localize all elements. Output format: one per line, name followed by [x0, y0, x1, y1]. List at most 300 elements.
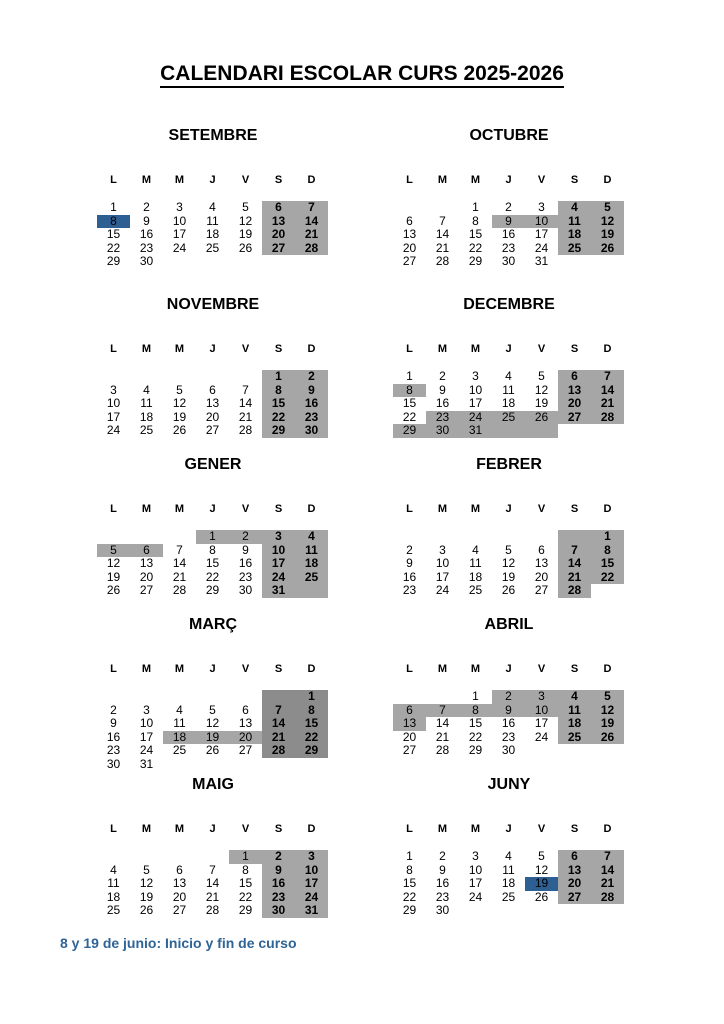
- day-cell: 15: [591, 557, 624, 571]
- day-cell: 12: [139, 876, 154, 891]
- day-cell: 22: [591, 571, 624, 585]
- day-cell: 4: [558, 690, 591, 704]
- weekday-header: L: [110, 663, 117, 675]
- weekday-header: D: [603, 174, 612, 186]
- day-cell: 2: [229, 530, 262, 544]
- day-cell: 13: [139, 556, 154, 571]
- weekday-header: V: [241, 503, 250, 515]
- day-cell: 28: [558, 584, 591, 598]
- day-cell: 8: [406, 862, 413, 877]
- day-cell: 6: [393, 704, 426, 718]
- day-cell: 7: [209, 862, 216, 877]
- weekday-header: J: [209, 174, 216, 186]
- day-cell: 2: [492, 690, 525, 704]
- day-cell: 31: [139, 757, 154, 771]
- day-cell: 11: [558, 704, 591, 718]
- day-cell: [229, 690, 262, 704]
- day-cell: 15: [295, 717, 328, 731]
- day-cell: 1: [229, 850, 262, 864]
- day-cell: 13: [205, 396, 220, 411]
- day-cell: 5: [505, 542, 512, 557]
- day-cell: 30: [262, 904, 295, 918]
- month-name: DECEMBRE: [463, 296, 555, 313]
- day-cell: [525, 530, 558, 544]
- weekday-header: M: [174, 503, 185, 515]
- day-cell: 8: [262, 384, 295, 398]
- day-cell: [295, 584, 328, 598]
- day-cell: 18: [205, 227, 220, 242]
- weekday-header: V: [537, 663, 546, 675]
- weekday-header: D: [307, 503, 316, 515]
- day-cell: 22: [238, 889, 253, 904]
- day-cell: 8: [209, 542, 216, 557]
- day-cell: 2: [143, 200, 150, 214]
- weekday-header: S: [570, 503, 579, 515]
- weekday-header: L: [406, 823, 413, 835]
- day-cell: 18: [468, 569, 483, 584]
- month-block: [393, 775, 625, 918]
- day-cell: 17: [262, 557, 295, 571]
- day-cell: 29: [402, 903, 417, 918]
- day-cell: 26: [139, 903, 154, 918]
- day-cell: 25: [139, 423, 154, 438]
- day-cell: 31: [295, 904, 328, 918]
- day-cell: 23: [435, 889, 450, 904]
- day-cell: [558, 530, 591, 544]
- day-cell: 26: [205, 743, 220, 758]
- day-cell: 3: [295, 850, 328, 864]
- weekday-header: V: [537, 503, 546, 515]
- day-cell: 9: [242, 542, 249, 557]
- day-cell: 10: [468, 862, 483, 877]
- day-cell: 15: [402, 396, 417, 411]
- day-cell: 9: [406, 556, 413, 571]
- day-cell: [163, 850, 196, 864]
- weekday-header: M: [141, 174, 152, 186]
- day-cell: 20: [205, 409, 220, 424]
- day-cell: 10: [435, 556, 450, 571]
- day-cell: [262, 690, 295, 704]
- day-cell: 20: [139, 569, 154, 584]
- day-cell: 25: [106, 903, 121, 918]
- month-block: [393, 455, 625, 598]
- day-cell: 16: [402, 569, 417, 584]
- day-cell: 14: [295, 215, 328, 229]
- day-cell: 6: [406, 213, 413, 228]
- weekday-header: J: [505, 174, 512, 186]
- day-cell: 25: [501, 889, 516, 904]
- weekday-header: D: [307, 823, 316, 835]
- day-cell: 25: [295, 571, 328, 585]
- day-cell: 28: [435, 254, 450, 269]
- weekday-header: L: [406, 663, 413, 675]
- day-cell: [492, 530, 525, 544]
- day-cell: 14: [435, 227, 450, 242]
- footnote: 8 y 19 de junio: Inicio y fin de curso: [60, 935, 297, 951]
- day-cell: 27: [558, 891, 591, 905]
- day-cell: 13: [393, 717, 426, 731]
- day-cell: 24: [139, 743, 154, 758]
- day-cell: [97, 690, 130, 704]
- day-cell: 30: [501, 743, 516, 758]
- day-cell: 19: [106, 569, 121, 584]
- day-cell: 28: [591, 891, 624, 905]
- day-cell: 11: [140, 396, 153, 411]
- day-cell: 11: [502, 382, 515, 397]
- day-cell: 16: [501, 227, 516, 242]
- day-cell: 17: [295, 877, 328, 891]
- day-cell: 6: [558, 370, 591, 384]
- day-cell: 7: [242, 382, 249, 397]
- day-cell: 1: [406, 369, 413, 383]
- weekday-header: S: [570, 823, 579, 835]
- day-cell: 16: [435, 876, 450, 891]
- day-cell: 15: [262, 397, 295, 411]
- day-cell: 30: [435, 903, 450, 918]
- day-cell: 11: [107, 876, 120, 891]
- day-cell: 27: [139, 583, 154, 598]
- day-cell: 5: [176, 382, 183, 397]
- day-cell: 5: [97, 544, 130, 558]
- weekday-header: J: [505, 823, 512, 835]
- day-cell: 21: [591, 397, 624, 411]
- day-cell: 16: [295, 397, 328, 411]
- day-cell: 18: [558, 717, 591, 731]
- day-cell: 26: [501, 583, 516, 598]
- day-cell: 13: [402, 227, 417, 242]
- weekday-header: D: [603, 663, 612, 675]
- day-cell: 5: [538, 369, 545, 383]
- day-cell: 25: [558, 731, 591, 745]
- day-cell: 22: [468, 240, 483, 255]
- day-cell: 16: [238, 556, 253, 571]
- day-cell: 10: [468, 382, 483, 397]
- day-cell: 27: [558, 411, 591, 425]
- day-cell: 31: [262, 584, 295, 598]
- day-cell: 22: [295, 731, 328, 745]
- day-cell: 20: [229, 731, 262, 745]
- day-cell: 4: [505, 849, 512, 863]
- month-block: [97, 775, 329, 918]
- day-cell: 20: [402, 240, 417, 255]
- day-cell: 4: [209, 200, 216, 214]
- weekday-header: L: [110, 174, 117, 186]
- day-cell: 12: [501, 556, 516, 571]
- day-cell: 5: [538, 849, 545, 863]
- weekday-header: S: [274, 823, 283, 835]
- day-cell: [492, 424, 525, 438]
- day-cell: 23: [139, 240, 154, 255]
- weekday-header: L: [406, 174, 413, 186]
- day-cell: 11: [173, 716, 186, 731]
- weekday-header: L: [110, 343, 117, 355]
- day-cell: 21: [591, 877, 624, 891]
- day-cell: 12: [172, 396, 187, 411]
- weekday-header: M: [174, 343, 185, 355]
- day-cell: 16: [262, 877, 295, 891]
- day-cell: 8: [393, 384, 426, 398]
- weekday-header: J: [209, 823, 216, 835]
- day-cell: 18: [501, 876, 516, 891]
- weekday-header: J: [209, 503, 216, 515]
- day-cell: 2: [439, 369, 446, 383]
- day-cell: 20: [558, 397, 591, 411]
- day-cell: 15: [238, 876, 253, 891]
- day-cell: 22: [402, 889, 417, 904]
- weekday-header: M: [470, 503, 481, 515]
- day-cell: 10: [262, 544, 295, 558]
- day-cell: 30: [426, 424, 459, 438]
- month-name: OCTUBRE: [469, 127, 549, 144]
- day-cell: 27: [402, 743, 417, 758]
- day-cell: 19: [591, 228, 624, 242]
- day-cell: 6: [262, 201, 295, 215]
- day-cell: 17: [139, 729, 154, 744]
- weekday-header: J: [505, 343, 512, 355]
- day-cell: 9: [295, 384, 328, 398]
- weekday-header: S: [274, 343, 283, 355]
- day-cell: [426, 530, 459, 544]
- day-cell: 1: [472, 689, 479, 703]
- month-name: MARÇ: [189, 616, 237, 633]
- day-cell: 3: [262, 530, 295, 544]
- weekday-header: S: [274, 174, 283, 186]
- day-cell: 16: [106, 729, 121, 744]
- day-cell: 30: [139, 254, 154, 269]
- day-cell: 19: [501, 569, 516, 584]
- day-cell: 23: [402, 583, 417, 598]
- day-cell: 14: [558, 557, 591, 571]
- day-cell: 2: [262, 850, 295, 864]
- day-cell: 20: [558, 877, 591, 891]
- day-cell: 17: [534, 716, 549, 731]
- weekday-header: V: [241, 823, 250, 835]
- page-title: [0, 60, 724, 88]
- day-cell: 19: [591, 717, 624, 731]
- day-cell: [196, 850, 229, 864]
- day-cell: 17: [534, 227, 549, 242]
- month-block: [393, 615, 625, 758]
- day-cell: 25: [558, 242, 591, 256]
- day-cell: 10: [172, 213, 187, 228]
- day-cell: 8: [591, 544, 624, 558]
- day-cell: 4: [110, 862, 117, 877]
- day-cell: 9: [110, 716, 117, 731]
- day-cell: 13: [172, 876, 187, 891]
- month-name: SETEMBRE: [168, 127, 258, 144]
- day-cell: 17: [106, 409, 121, 424]
- weekday-header: L: [406, 343, 413, 355]
- day-cell: 23: [501, 240, 516, 255]
- weekday-header: S: [274, 663, 283, 675]
- day-cell: 4: [472, 542, 479, 557]
- weekday-header: D: [603, 823, 612, 835]
- month-block: [393, 295, 625, 438]
- day-cell: 8: [295, 704, 328, 718]
- day-cell: 23: [238, 569, 253, 584]
- day-cell: 26: [591, 731, 624, 745]
- day-cell: 3: [472, 369, 479, 383]
- day-cell: 18: [106, 889, 121, 904]
- day-cell: 1: [472, 200, 479, 214]
- day-cell: 19: [172, 409, 187, 424]
- day-cell: 7: [558, 544, 591, 558]
- day-cell: 13: [534, 556, 549, 571]
- month-block: [97, 455, 329, 598]
- day-cell: 20: [534, 569, 549, 584]
- day-cell: 25: [205, 240, 220, 255]
- day-cell: 23: [426, 411, 459, 425]
- day-cell: 21: [295, 228, 328, 242]
- day-cell: 10: [525, 704, 558, 718]
- day-cell: 29: [262, 424, 295, 438]
- day-cell: 4: [295, 530, 328, 544]
- day-cell: 6: [538, 542, 545, 557]
- day-cell: 18: [501, 396, 516, 411]
- weekday-header: M: [437, 503, 448, 515]
- day-cell: 11: [295, 544, 328, 558]
- weekday-header: M: [437, 174, 448, 186]
- day-cell: 18: [163, 731, 196, 745]
- weekday-header: S: [570, 343, 579, 355]
- day-cell: [229, 370, 262, 384]
- day-cell: 17: [172, 227, 187, 242]
- day-cell: 28: [591, 411, 624, 425]
- weekday-header: D: [603, 503, 612, 515]
- weekday-header: M: [470, 174, 481, 186]
- day-cell: 3: [176, 200, 183, 214]
- day-cell: 1: [295, 690, 328, 704]
- weekday-header: S: [274, 503, 283, 515]
- weekday-header: M: [470, 343, 481, 355]
- weekday-header: J: [209, 343, 216, 355]
- weekday-header: M: [141, 823, 152, 835]
- day-cell: 7: [439, 213, 446, 228]
- day-cell: 10: [106, 396, 121, 411]
- weekday-header: J: [209, 663, 216, 675]
- weekday-header: D: [307, 174, 316, 186]
- day-cell: 24: [262, 571, 295, 585]
- day-cell: 24: [468, 889, 483, 904]
- day-cell: 10: [295, 864, 328, 878]
- weekday-header: J: [505, 503, 512, 515]
- day-cell: 19: [238, 227, 253, 242]
- day-cell: [426, 690, 459, 704]
- day-cell: 12: [106, 556, 121, 571]
- day-cell: 14: [238, 396, 253, 411]
- day-cell: 13: [558, 384, 591, 398]
- day-cell: [163, 690, 196, 704]
- day-cell: 28: [262, 744, 295, 758]
- day-cell: 6: [130, 544, 163, 558]
- day-cell: 3: [472, 849, 479, 863]
- day-cell: [130, 370, 163, 384]
- day-cell: 6: [176, 862, 183, 877]
- day-cell: 1: [591, 530, 624, 544]
- day-cell: 27: [238, 743, 253, 758]
- day-cell: 2: [295, 370, 328, 384]
- day-cell: 5: [209, 702, 216, 717]
- month-name: JUNY: [487, 776, 531, 793]
- weekday-header: L: [406, 503, 413, 515]
- day-cell: 26: [591, 242, 624, 256]
- day-cell: 6: [209, 382, 216, 397]
- day-cell: 14: [591, 384, 624, 398]
- month-name: GENER: [184, 456, 242, 473]
- day-cell: 12: [534, 862, 549, 877]
- day-cell: 3: [110, 382, 117, 397]
- day-cell: 28: [295, 242, 328, 256]
- day-cell: 11: [558, 215, 591, 229]
- day-cell: 22: [402, 409, 417, 424]
- weekday-header: M: [141, 343, 152, 355]
- day-cell: 3: [439, 542, 446, 557]
- day-cell: 12: [534, 382, 549, 397]
- day-cell: 22: [468, 729, 483, 744]
- day-cell: 21: [238, 409, 253, 424]
- day-cell: 14: [262, 717, 295, 731]
- day-cell: 31: [534, 254, 549, 269]
- day-cell: 24: [172, 240, 187, 255]
- weekday-header: M: [470, 823, 481, 835]
- month-block: [97, 295, 329, 438]
- day-cell: 2: [439, 849, 446, 863]
- day-cell: 29: [295, 744, 328, 758]
- day-cell: 4: [505, 369, 512, 383]
- weekday-header: S: [570, 174, 579, 186]
- day-cell: 9: [143, 213, 150, 228]
- month-name: FEBRER: [476, 456, 542, 473]
- weekday-header: J: [505, 663, 512, 675]
- day-cell: 29: [106, 254, 121, 269]
- day-cell: 24: [106, 423, 121, 438]
- day-cell: 8: [242, 862, 249, 877]
- day-cell: [163, 370, 196, 384]
- day-cell: 30: [238, 583, 253, 598]
- day-cell: 27: [402, 254, 417, 269]
- weekday-header: V: [537, 174, 546, 186]
- day-cell: 21: [558, 571, 591, 585]
- weekday-header: M: [141, 503, 152, 515]
- day-cell: 25: [492, 411, 525, 425]
- day-cell: 7: [262, 704, 295, 718]
- day-cell: 21: [435, 729, 450, 744]
- day-cell: 9: [492, 215, 525, 229]
- day-cell: 3: [143, 702, 150, 717]
- day-cell: 14: [172, 556, 187, 571]
- day-cell: 22: [262, 411, 295, 425]
- day-cell: 28: [238, 423, 253, 438]
- day-cell: 9: [439, 862, 446, 877]
- day-cell: 23: [106, 743, 121, 758]
- weekday-header: M: [174, 174, 185, 186]
- day-cell: 9: [492, 704, 525, 718]
- weekday-header: S: [570, 663, 579, 675]
- day-cell: 19: [534, 396, 549, 411]
- day-cell: 8: [97, 215, 130, 229]
- day-cell: 15: [468, 716, 483, 731]
- day-cell: 13: [238, 716, 253, 731]
- day-cell: 21: [172, 569, 187, 584]
- day-cell: 30: [106, 757, 121, 771]
- month-block: [97, 126, 329, 269]
- day-cell: 12: [591, 215, 624, 229]
- day-cell: 15: [205, 556, 220, 571]
- day-cell: 12: [591, 704, 624, 718]
- day-cell: 9: [262, 864, 295, 878]
- day-cell: 24: [295, 891, 328, 905]
- day-cell: [525, 424, 558, 438]
